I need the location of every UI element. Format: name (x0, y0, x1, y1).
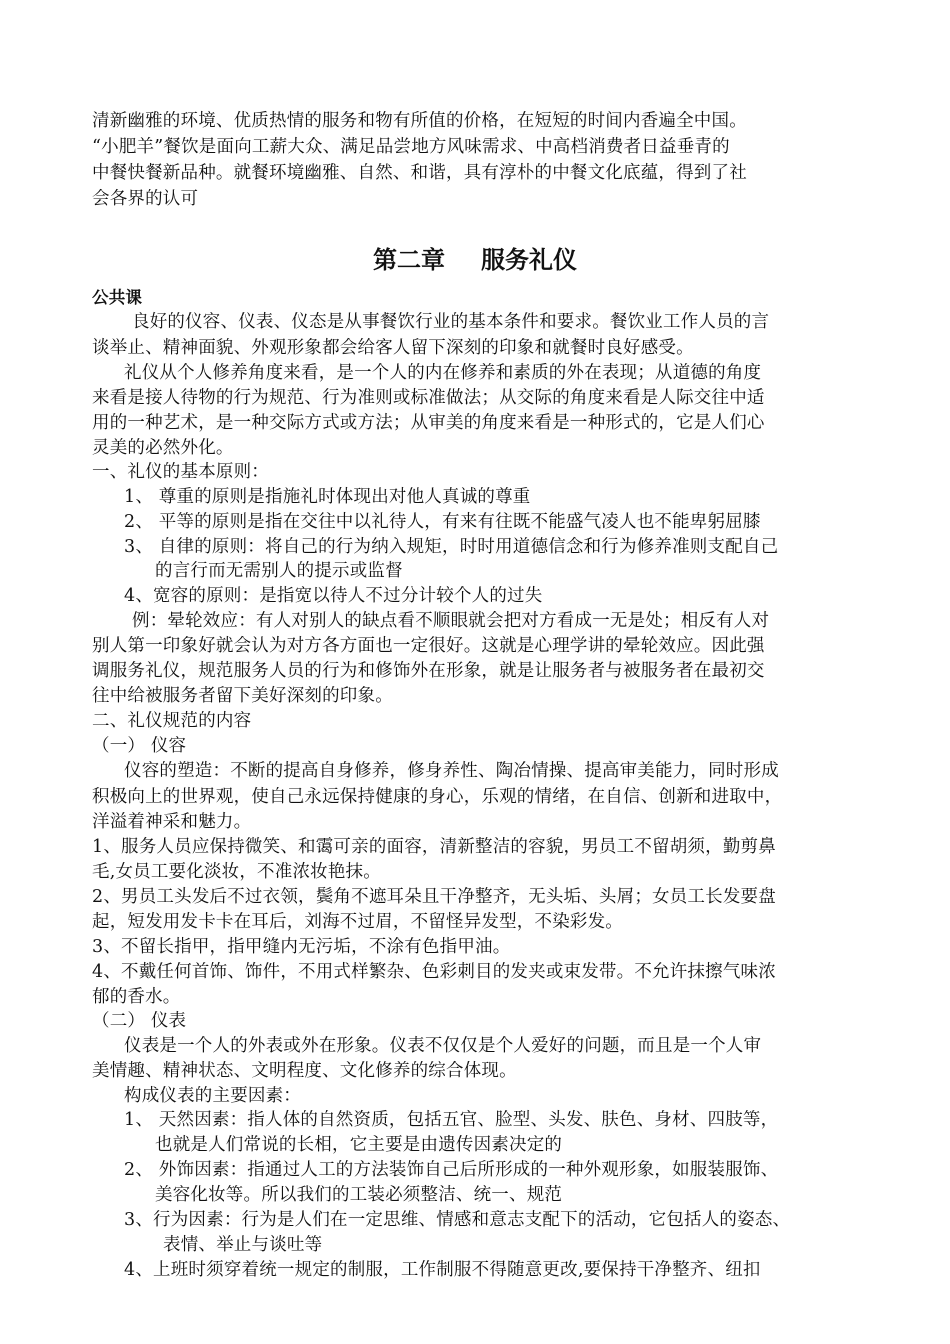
paragraph-line: 良好的仪容、仪表、仪态是从事餐饮行业的基本条件和要求。餐饮业工作人员的言 (132, 312, 770, 332)
paragraph-line: 往中给被服务者留下美好深刻的印象。 (92, 686, 393, 706)
paragraph-line: 洋溢着神采和魅力。 (92, 812, 252, 832)
intro-line: 会各界的认可 (92, 189, 199, 209)
list-item: 3、 自律的原则：将自己的行为纳入规矩，时时用道德信念和行为修养准则支配自己 (124, 537, 779, 557)
subheading-line: （二） 仪表 (92, 1011, 187, 1031)
list-item-continuation: 毛,女员工要化淡妆，不准浓妆艳抹。 (92, 862, 381, 882)
list-item: 4、上班时须穿着统一规定的制服，工作制服不得随意更改,要保持干净整齐、纽扣 (124, 1260, 761, 1280)
list-item-continuation: 的言行而无需别人的提示或监督 (155, 561, 403, 581)
list-item: 2、男员工头发后不过衣领，鬓角不遮耳朵且干净整齐，无头垢、头屑；女员工长发要盘 (92, 887, 776, 907)
paragraph-line: 调服务礼仪，规范服务人员的行为和修饰外在形象，就是让服务者与被服务者在最初交 (92, 661, 765, 681)
paragraph-line: 仪容的塑造：不断的提高自身修养，修身养性、陶冶情操、提高审美能力，同时形成 (124, 761, 779, 781)
paragraph-line: 别人第一印象好就会认为对方各方面也一定很好。这就是心理学讲的晕轮效应。因此强 (92, 636, 765, 656)
paragraph-line: 灵美的必然外化。 (92, 438, 234, 458)
list-item: 2、 外饰因素：指通过人工的方法装饰自己后所形成的一种外观形象，如服装服饰、 (124, 1160, 779, 1180)
chapter-number: 第二章 (373, 246, 445, 274)
paragraph-line: 礼仪从个人修养角度来看，是一个人的内在修养和素质的外在表现；从道德的角度 (124, 363, 762, 383)
list-item: 1、 天然因素：指人体的自然资质，包括五官、脸型、头发、肤色、身材、四肢等， (124, 1110, 779, 1130)
heading-line: 一、礼仪的基本原则： (92, 462, 269, 482)
list-item-continuation: 也就是人们常说的长相，它主要是由遗传因素决定的 (155, 1135, 563, 1155)
list-item: 1、服务人员应保持微笑、和霭可亲的面容，清新整洁的容貌，男员工不留胡须，勤剪鼻 (92, 837, 776, 857)
list-item: 3、不留长指甲，指甲缝内无污垢，不涂有色指甲油。 (92, 937, 511, 957)
list-item-continuation: 表情、举止与谈吐等 (163, 1235, 323, 1255)
heading-line: 二、礼仪规范的内容 (92, 711, 252, 731)
paragraph-line: 仪表是一个人的外表或外在形象。仪表不仅仅是个人爱好的问题，而且是一个人审 (124, 1036, 762, 1056)
paragraph-line: 来看是接人待物的行为规范、行为准则或标准做法；从交际的角度来看是人际交往中适 (92, 388, 765, 408)
section-label: 公共课 (92, 288, 143, 307)
list-item-continuation: 美容化妆等。所以我们的工装必须整洁、统一、规范 (155, 1185, 563, 1205)
intro-line: 清新幽雅的环境、优质热情的服务和物有所值的价格，在短短的时间内香遍全中国。 (92, 111, 747, 131)
paragraph-line: 用的一种艺术，是一种交际方式或方法；从审美的角度来看是一种形式的，它是人们心 (92, 413, 765, 433)
list-item: 1、 尊重的原则是指施礼时体现出对他人真诚的尊重 (124, 487, 531, 507)
intro-line: “小肥羊”餐饮是面向工薪大众、满足品尝地方风味需求、中高档消费者日益垂青的 (92, 137, 730, 157)
paragraph-line: 积极向上的世界观，使自己永远保持健康的身心，乐观的情绪，在自信、创新和进取中， (92, 787, 783, 807)
list-item: 2、 平等的原则是指在交往中以礼待人，有来有往既不能盛气凌人也不能卑躬屈膝 (124, 512, 761, 532)
list-item-continuation: 郁的香水。 (92, 987, 181, 1007)
paragraph-line: 谈举止、精神面貌、外观形象都会给客人留下深刻的印象和就餐时良好感受。 (92, 338, 694, 358)
paragraph-line: 构成仪表的主要因素： (124, 1086, 301, 1106)
list-item: 3、行为因素：行为是人们在一定思维、情感和意志支配下的活动，它包括人的姿态、 (124, 1210, 791, 1230)
chapter-title (0, 243, 950, 277)
subheading-line: （一） 仪容 (92, 736, 187, 756)
paragraph-line: 美情趣、精神状态、文明程度、文化修养的综合体现。 (92, 1061, 517, 1081)
list-item: 4、宽容的原则：是指宽以待人不过分计较个人的过失 (124, 586, 543, 606)
list-item: 4、不戴任何首饰、饰件，不用式样繁杂、色彩刺目的发夹或束发带。不允许抹擦气味浓 (92, 962, 776, 982)
intro-line: 中餐快餐新品种。就餐环境幽雅、自然、和谐，具有淳朴的中餐文化底蕴，得到了社 (92, 163, 747, 183)
paragraph-line: 例：晕轮效应：有人对别人的缺点看不顺眼就会把对方看成一无是处；相反有人对 (132, 611, 770, 631)
list-item-continuation: 起，短发用发卡卡在耳后，刘海不过眉，不留怪异发型，不染彩发。 (92, 912, 623, 932)
chapter-name: 服务礼仪 (481, 246, 577, 274)
